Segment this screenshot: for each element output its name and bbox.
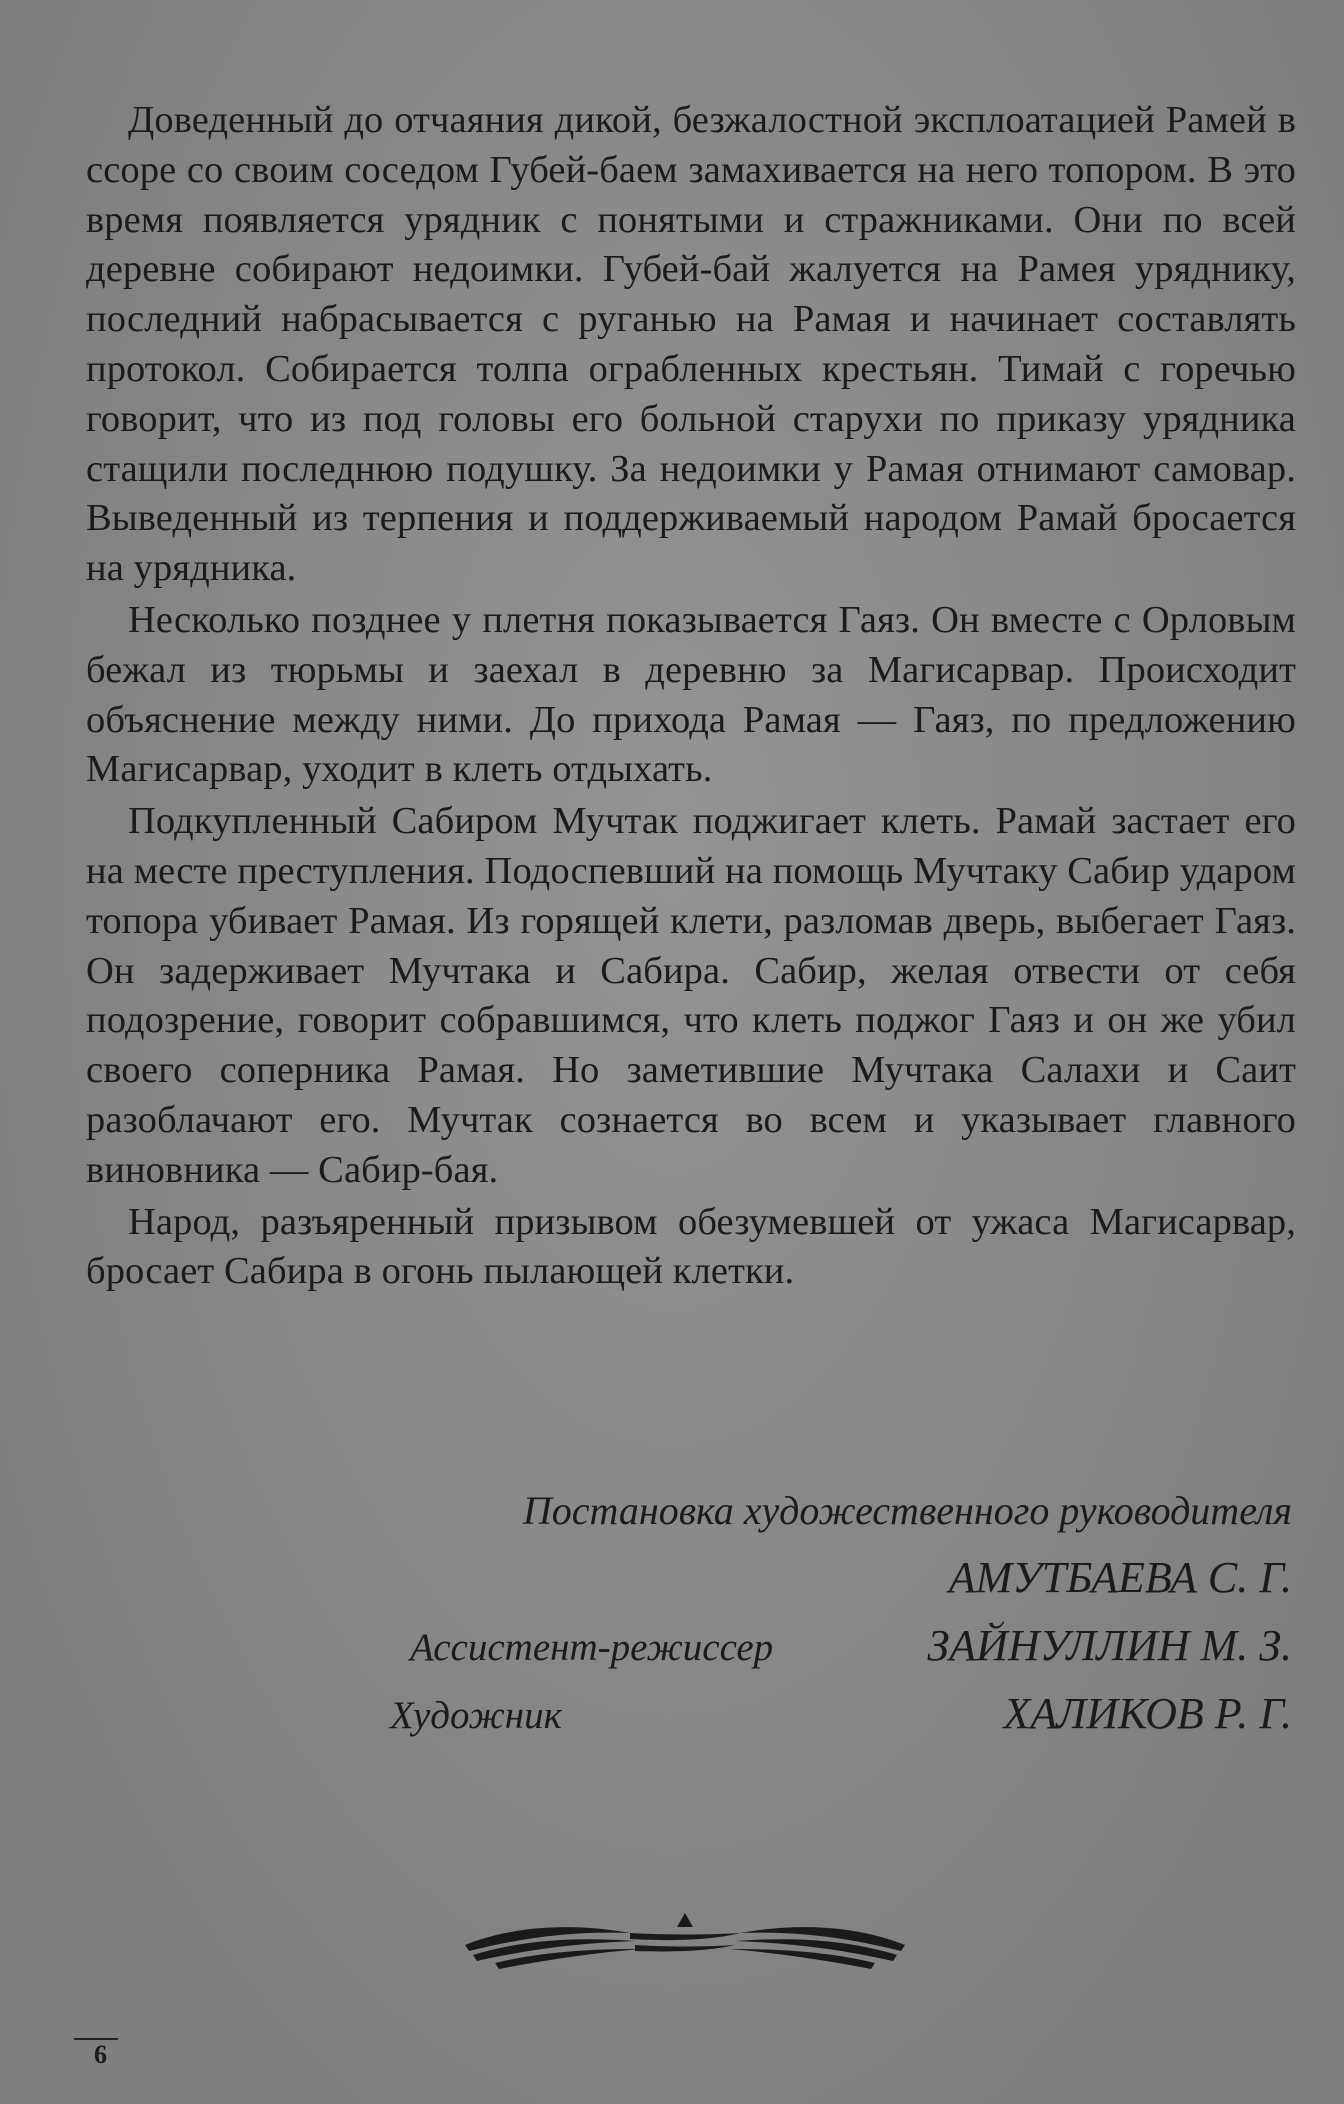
page-number: 6 xyxy=(94,2040,107,2069)
paragraph-4: Народ, разъяренный призывом обезумевшей от ужаса Магисарвар, бросает Сабира в огонь пылающей клетки. xyxy=(86,1200,1296,1293)
assistant-role: Ассистент-режиссер xyxy=(410,1626,774,1669)
ornament-divider-icon xyxy=(455,1905,915,1975)
artist-name: ХАЛИКОВ Р. Г. xyxy=(1003,1689,1292,1738)
body-text xyxy=(86,96,1296,1299)
director-name: АМУТБАЕВА С. Г. xyxy=(948,1553,1292,1602)
credits-heading: Постановка художественного руководителя xyxy=(522,1488,1292,1533)
assistant-name: ЗАЙНУЛЛИН М. З. xyxy=(927,1621,1292,1670)
paragraph-1: Доведенный до отчаяния дикой, безжалостной эксплоатацией Рамей в ссоре со своим соседом Губей-баем замахивается на него топором. В это время появляется урядник с понятыми и стражниками. Они по всей деревне собирают недоимки. Губей-бай жалуется на Рамея уряднику, последний набрасывается с руганью на Рамая и начинает составлять протокол. Собирается толпа ограбленных крестьян. Тимай с горечью говорит, что из под головы его больной старухи по приказу урядника стащили последнюю подушку. За недоимки у Рамая отнимают самовар. Выведенный из терпения и поддерживаемый народом Рамай бросается на урядника. xyxy=(86,99,1296,590)
paragraph-3: Подкупленный Сабиром Мучтак поджигает клеть. Рамай застает его на месте преступления. Подоспевший на помощь Мучтаку Сабир ударом топора убивает Рамая. Из горящей клети, разломав дверь, выбегает Гаяз. Он задерживает Мучтака и Сабира. Сабир, желая отвести от себя подозрение, говорит собравшимся, что клеть поджог Гаяз и он же убил своего соперника Рамая. Но заметившие Мучтака Салахи и Саит разоблачают его. Мучтак сознается во всем и указывает главного виновника — Сабир-бая. xyxy=(86,800,1296,1191)
paragraph-2: Несколько позднее у плетня показывается Гаяз. Он вместе с Орловым бежал из тюрьмы и заехал в деревню за Магисарвар. Происходит объяснение между ними. До прихода Рамая — Гаяз, по предложению Магисарвар, уходит в клеть отдыхать. xyxy=(86,598,1296,791)
artist-role: Художник xyxy=(390,1694,562,1737)
